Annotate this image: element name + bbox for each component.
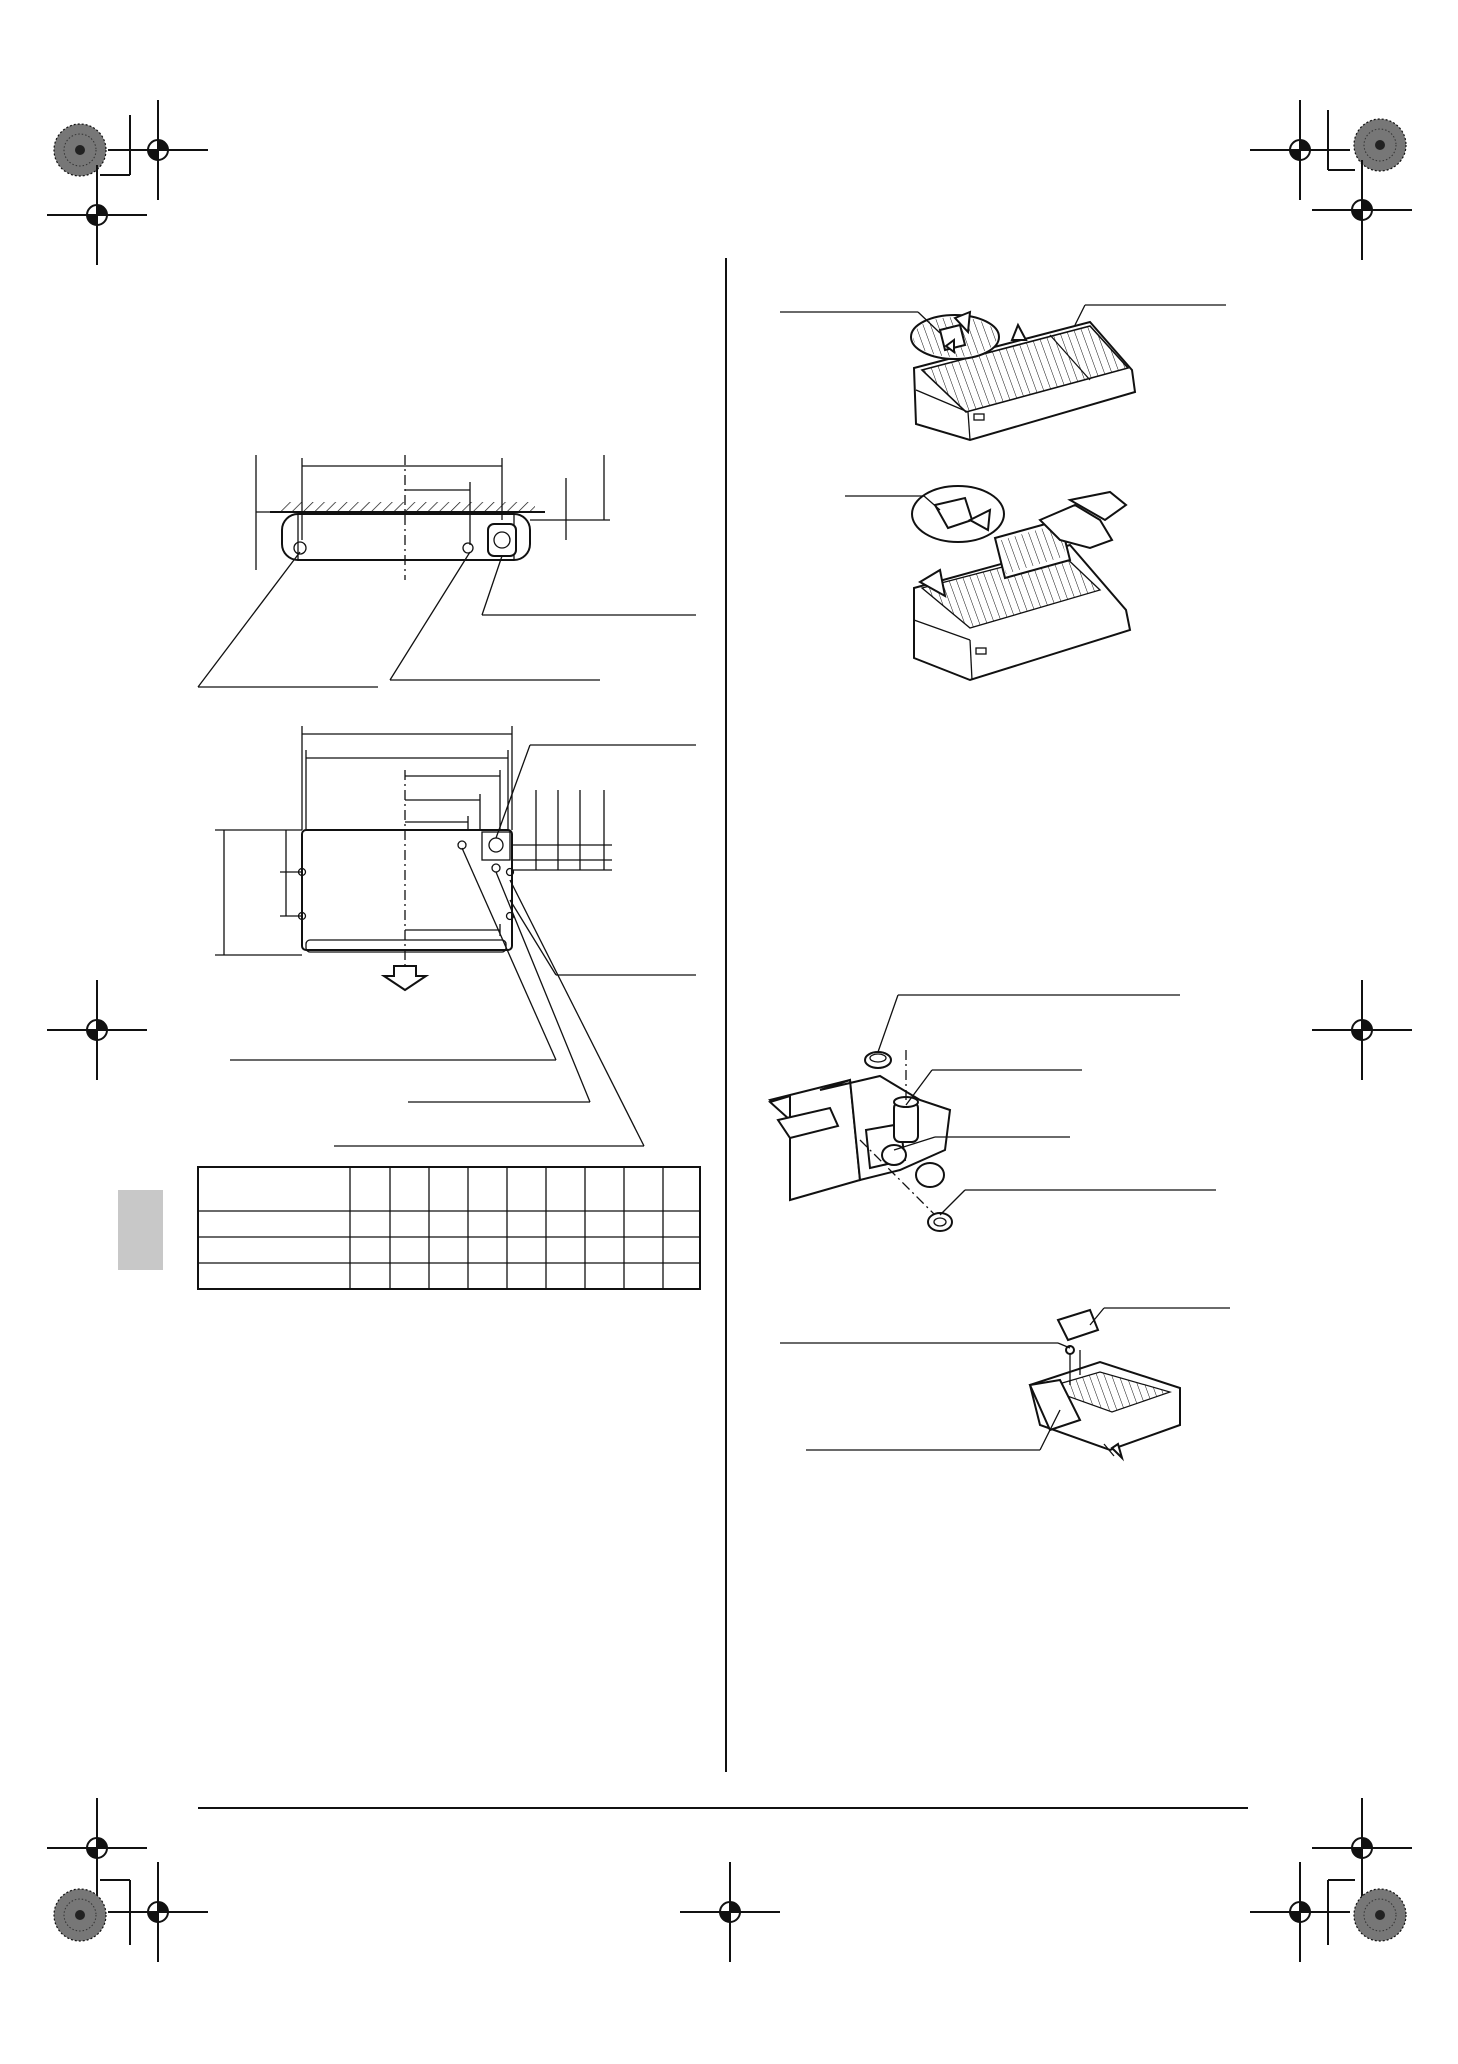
side-tab [118,1190,163,1270]
figure-drain-plug-detail [770,995,1216,1231]
dimension-table [198,1167,700,1289]
bottom-left-registration-marks [47,1798,208,1962]
figure-unit-grille-open [780,305,1226,440]
bottom-right-registration-marks [1250,1798,1412,1962]
figure-side-panel-detail [780,1308,1230,1458]
figure-filter-removal [845,486,1130,680]
figure-front-view-dimensions [198,455,696,687]
right-middle-registration-mark [1312,980,1412,1080]
figure-plan-view-dimensions [215,726,696,1146]
bottom-center-registration-mark [680,1862,780,1962]
left-middle-registration-mark [47,980,147,1080]
top-left-registration-marks [47,100,208,265]
top-right-registration-marks [1250,100,1412,260]
